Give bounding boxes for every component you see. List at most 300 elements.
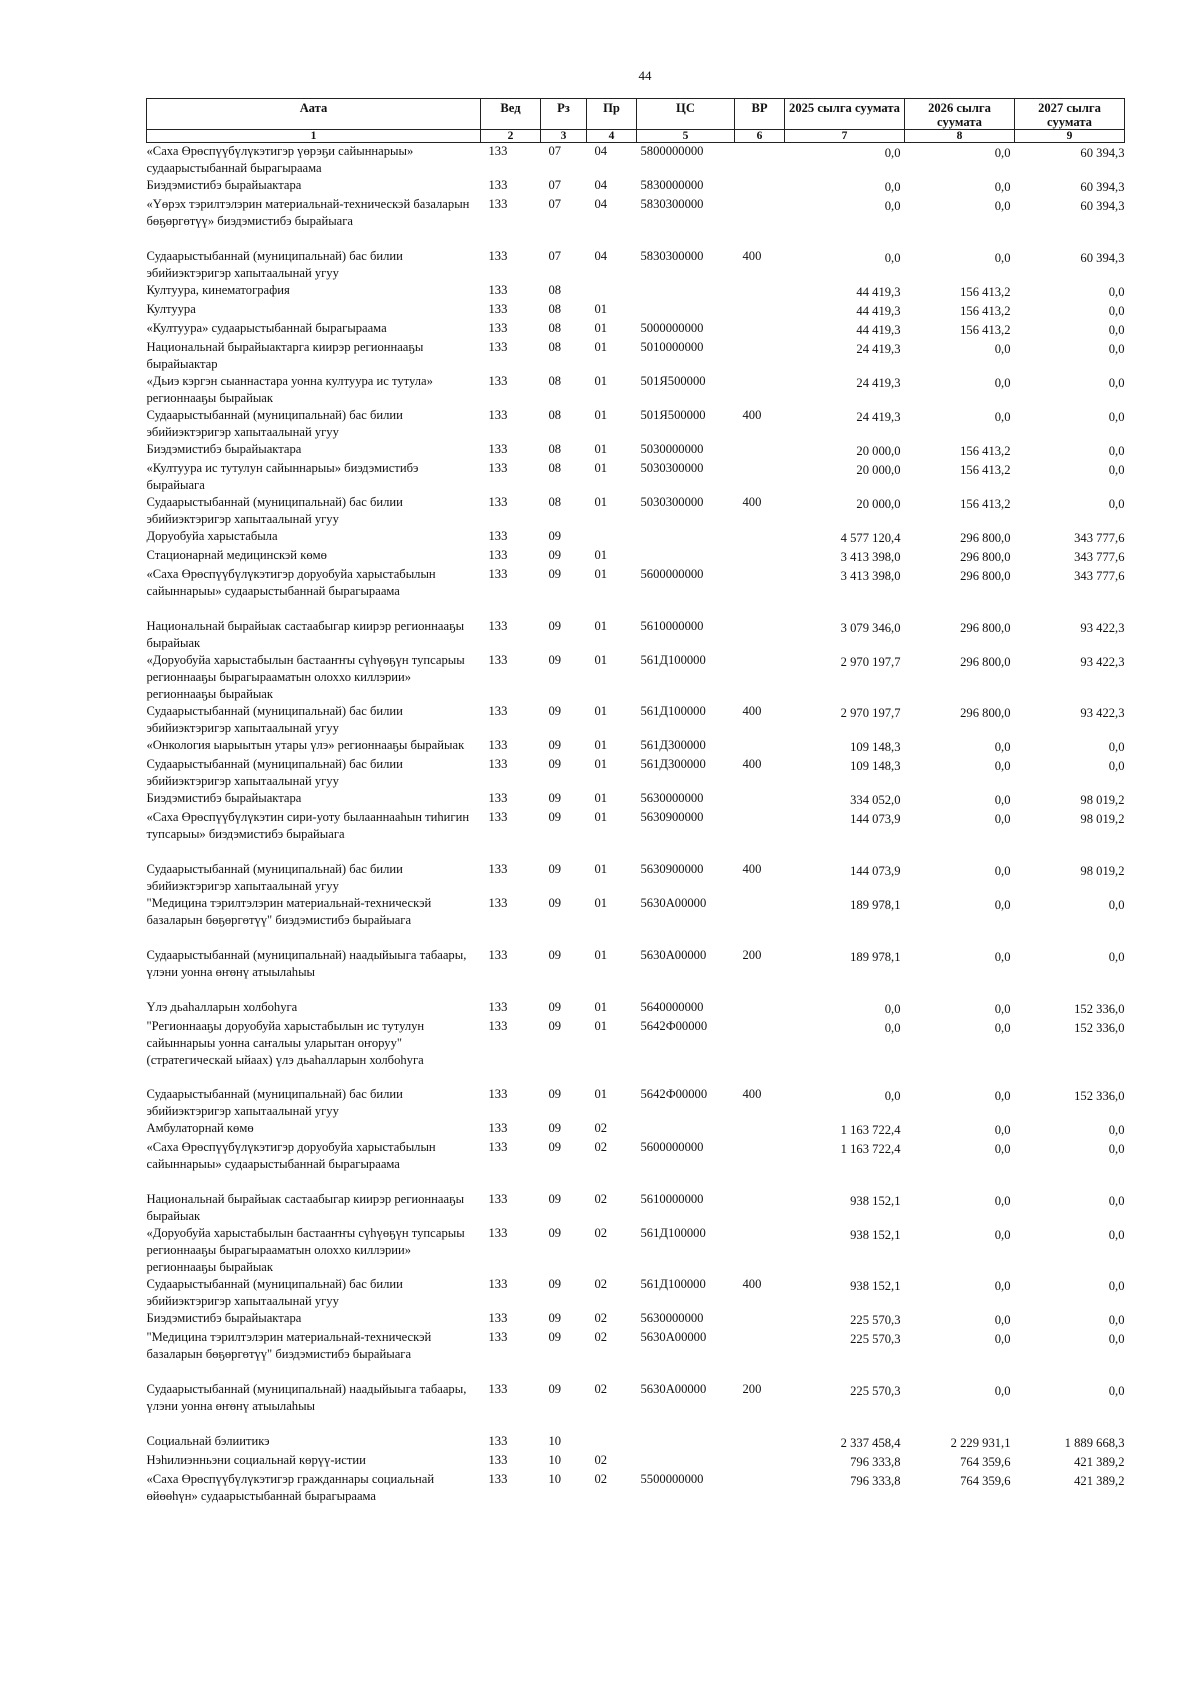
cell-cs <box>637 1452 735 1471</box>
table-row <box>147 999 1125 1018</box>
cell-ved: 133 <box>488 1382 508 1396</box>
column-number: 4 <box>587 130 637 143</box>
column-number: 1 <box>147 130 481 143</box>
cell-2026: 296 800,0 <box>960 531 1011 545</box>
cell-name: «Саха Өрөспүүбүлүкэтигэр доруобуйа харыстабылын сайыннарыы» судаарыстыбаннай бырагыраама <box>146 567 436 598</box>
cell-rz: 09 <box>548 567 562 581</box>
cell-pr: 01 <box>594 704 608 718</box>
cell-ved: 133 <box>488 757 508 771</box>
cell-vr <box>735 441 785 460</box>
column-number: 3 <box>541 130 587 143</box>
cell-2026: 0,0 <box>994 812 1011 826</box>
table-row <box>147 1086 1125 1120</box>
cell-vr <box>735 1139 785 1191</box>
cell-pr: 01 <box>594 862 608 876</box>
table-row <box>147 373 1125 407</box>
cell-2026: 296 800,0 <box>960 569 1011 583</box>
cell-pr: 01 <box>594 791 608 805</box>
cell-2025: 0,0 <box>884 1002 901 1016</box>
cell-cs: 5630А00000 <box>640 1382 707 1396</box>
cell-2027: 0,0 <box>1108 1194 1125 1208</box>
cell-2026: 0,0 <box>994 1142 1011 1156</box>
cell-2027: 0,0 <box>1108 1142 1125 1156</box>
table-row <box>147 547 1125 566</box>
cell-pr: 02 <box>594 1453 608 1467</box>
header-2026: 2026 сылга суумата <box>905 99 1015 130</box>
cell-name: "Регионнааҕы доруобуйа харыстабылын ис тутулун сайыннарыы уонна саҥалыы уларытан оҥоруу" (стратегическай ыйаах) үлэ дьаһалларын холбоһуга <box>146 1019 425 1067</box>
cell-2027: 0,0 <box>1108 376 1125 390</box>
cell-cs: 501Я500000 <box>640 374 706 388</box>
column-number: 6 <box>735 130 785 143</box>
cell-name: «Дьиэ кэргэн сыаннастара уонна култуура ис тутула» регионнааҕы бырайыак <box>146 374 433 405</box>
cell-cs: 5000000000 <box>640 321 704 335</box>
cell-2025: 796 333,8 <box>850 1455 901 1469</box>
cell-rz: 08 <box>548 302 562 316</box>
cell-pr: 01 <box>594 567 608 581</box>
cell-vr: 400 <box>742 704 762 718</box>
cell-cs: 561Д100000 <box>640 1277 706 1291</box>
cell-name: Биэдэмистибэ бырайыактара <box>146 442 302 456</box>
header-rz: Рз <box>541 99 587 130</box>
cell-ved: 133 <box>488 321 508 335</box>
cell-2025: 4 577 120,4 <box>840 531 901 545</box>
cell-cs: 5830300000 <box>640 249 704 263</box>
cell-2026: 0,0 <box>994 199 1011 213</box>
table-row <box>147 441 1125 460</box>
cell-2027: 0,0 <box>1108 1384 1125 1398</box>
cell-ved: 133 <box>488 1434 508 1448</box>
cell-2027: 0,0 <box>1108 497 1125 511</box>
cell-2025: 109 148,3 <box>850 740 901 754</box>
table-row <box>147 618 1125 652</box>
cell-2027: 0,0 <box>1108 759 1125 773</box>
cell-2025: 225 570,3 <box>850 1332 901 1346</box>
budget-table <box>146 98 1125 1505</box>
cell-rz: 08 <box>548 374 562 388</box>
cell-pr: 02 <box>594 1382 608 1396</box>
cell-pr: 02 <box>594 1140 608 1154</box>
cell-cs: 5630А00000 <box>640 948 707 962</box>
table-row <box>147 339 1125 373</box>
cell-2026: 0,0 <box>994 1002 1011 1016</box>
table-row <box>147 460 1125 494</box>
table-row <box>147 1225 1125 1276</box>
cell-2027: 0,0 <box>1108 950 1125 964</box>
cell-ved: 133 <box>488 249 508 263</box>
cell-2025: 2 970 197,7 <box>840 706 901 720</box>
cell-cs: 5630900000 <box>640 862 704 876</box>
cell-rz: 09 <box>548 1277 562 1291</box>
table-row <box>147 301 1125 320</box>
cell-2026: 0,0 <box>994 1021 1011 1035</box>
cell-2026: 0,0 <box>994 1123 1011 1137</box>
cell-2025: 796 333,8 <box>850 1474 901 1488</box>
cell-name: «Саха Өрөспүүбүлүкэтигэр доруобуйа харыстабылын сайыннарыы» судаарыстыбаннай бырагыраама <box>146 1140 436 1171</box>
cell-2026: 0,0 <box>994 180 1011 194</box>
cell-rz: 09 <box>548 1382 562 1396</box>
column-number: 8 <box>905 130 1015 143</box>
cell-pr: 01 <box>594 1000 608 1014</box>
cell-2027: 0,0 <box>1108 323 1125 337</box>
cell-vr <box>735 1329 785 1381</box>
cell-pr <box>587 1433 637 1452</box>
cell-name: "Медицина тэрилтэлэрин материальнай-техническэй базаларын бөҕөргөтүү" биэдэмистибэ бырайыага <box>146 1330 432 1361</box>
header-name: Аата <box>147 99 481 130</box>
cell-vr: 400 <box>742 862 762 876</box>
cell-name: Судаарыстыбаннай (муниципальнай) наадыйыыга табаары, үлэни уонна өҥөнү атыылаһыы <box>146 1382 467 1413</box>
cell-rz: 07 <box>548 249 562 263</box>
cell-ved: 133 <box>488 442 508 456</box>
cell-vr: 200 <box>742 948 762 962</box>
cell-vr <box>735 652 785 703</box>
cell-rz: 10 <box>548 1472 562 1486</box>
cell-2026: 0,0 <box>994 146 1011 160</box>
cell-ved: 133 <box>488 1121 508 1135</box>
cell-pr: 02 <box>594 1311 608 1325</box>
cell-vr <box>735 1191 785 1225</box>
cell-2027: 60 394,3 <box>1080 180 1125 194</box>
cell-pr <box>587 528 637 547</box>
cell-2025: 0,0 <box>884 180 901 194</box>
cell-rz: 09 <box>548 896 562 910</box>
cell-vr: 400 <box>742 408 762 422</box>
cell-pr: 02 <box>594 1472 608 1486</box>
cell-rz: 07 <box>548 178 562 192</box>
cell-cs: 5030300000 <box>640 495 704 509</box>
cell-2027: 60 394,3 <box>1080 251 1125 265</box>
cell-ved: 133 <box>488 948 508 962</box>
cell-2027: 60 394,3 <box>1080 146 1125 160</box>
cell-2026: 0,0 <box>994 1089 1011 1103</box>
cell-ved: 133 <box>488 1019 508 1033</box>
cell-ved: 133 <box>488 1087 508 1101</box>
cell-rz: 09 <box>548 1087 562 1101</box>
cell-vr <box>735 528 785 547</box>
cell-ved: 133 <box>488 374 508 388</box>
cell-2025: 44 419,3 <box>856 323 901 337</box>
cell-name: «Култуура» судаарыстыбаннай бырагыраама <box>146 321 387 335</box>
cell-2027: 152 336,0 <box>1074 1002 1125 1016</box>
cell-2027: 0,0 <box>1108 285 1125 299</box>
cell-rz: 09 <box>548 704 562 718</box>
cell-vr: 400 <box>742 1087 762 1101</box>
cell-vr <box>735 177 785 196</box>
cell-pr: 04 <box>594 144 608 158</box>
cell-ved: 133 <box>488 1192 508 1206</box>
table-row <box>147 652 1125 703</box>
cell-pr: 01 <box>594 619 608 633</box>
cell-name: Социальнай бэлиитикэ <box>146 1434 270 1448</box>
cell-name: Судаарыстыбаннай (муниципальнай) бас билии эбийиэктэригэр хапытаалынай угуу <box>146 495 403 526</box>
cell-2025: 938 152,1 <box>850 1194 901 1208</box>
cell-2026: 0,0 <box>994 793 1011 807</box>
cell-name: Биэдэмистибэ бырайыактара <box>146 1311 302 1325</box>
cell-rz: 09 <box>548 1192 562 1206</box>
cell-cs: 5610000000 <box>640 619 704 633</box>
cell-ved: 133 <box>488 178 508 192</box>
cell-name: Судаарыстыбаннай (муниципальнай) бас билии эбийиэктэригэр хапытаалынай угуу <box>146 757 403 788</box>
column-number: 2 <box>481 130 541 143</box>
table-row <box>147 1018 1125 1086</box>
cell-2025: 0,0 <box>884 1089 901 1103</box>
table-row <box>147 282 1125 301</box>
header-vr: ВР <box>735 99 785 130</box>
cell-ved: 133 <box>488 529 508 543</box>
header-cs: ЦС <box>637 99 735 130</box>
cell-2025: 225 570,3 <box>850 1384 901 1398</box>
cell-2025: 109 148,3 <box>850 759 901 773</box>
cell-name: «Онкология ыарыытын утары үлэ» регионнааҕы бырайыак <box>146 738 465 752</box>
cell-ved: 133 <box>488 810 508 824</box>
cell-pr: 01 <box>594 442 608 456</box>
cell-2025: 20 000,0 <box>856 444 901 458</box>
cell-2027: 0,0 <box>1108 1123 1125 1137</box>
cell-cs <box>637 547 735 566</box>
table-row <box>147 895 1125 947</box>
cell-rz: 09 <box>548 653 562 667</box>
cell-2026: 0,0 <box>994 376 1011 390</box>
cell-name: Доруобуйа харыстабыла <box>146 529 278 543</box>
cell-ved: 133 <box>488 302 508 316</box>
table-row <box>147 1329 1125 1381</box>
cell-pr: 01 <box>594 738 608 752</box>
cell-name: Судаарыстыбаннай (муниципальнай) бас билии эбийиэктэригэр хапытаалынай угуу <box>146 249 403 280</box>
cell-vr <box>735 1310 785 1329</box>
cell-2025: 0,0 <box>884 146 901 160</box>
cell-vr: 400 <box>742 495 762 509</box>
cell-cs: 5830000000 <box>640 178 704 192</box>
cell-2026: 156 413,2 <box>960 497 1011 511</box>
cell-2025: 1 163 722,4 <box>840 1123 901 1137</box>
table-row <box>147 809 1125 861</box>
cell-2026: 2 229 931,1 <box>950 1436 1011 1450</box>
column-number: 9 <box>1015 130 1125 143</box>
cell-ved: 133 <box>488 567 508 581</box>
cell-pr: 01 <box>594 810 608 824</box>
cell-name: "Медицина тэрилтэлэрин материальнай-техническэй базаларын бөҕөргөтүү" биэдэмистибэ бырайыага <box>146 896 432 927</box>
cell-rz: 08 <box>548 340 562 354</box>
cell-2026: 296 800,0 <box>960 706 1011 720</box>
cell-pr: 02 <box>594 1121 608 1135</box>
cell-pr: 01 <box>594 374 608 388</box>
cell-pr: 01 <box>594 340 608 354</box>
cell-ved: 133 <box>488 340 508 354</box>
cell-cs: 5010000000 <box>640 340 704 354</box>
cell-rz: 09 <box>548 1330 562 1344</box>
cell-ved: 133 <box>488 704 508 718</box>
cell-pr: 02 <box>594 1330 608 1344</box>
cell-cs: 5640000000 <box>640 1000 704 1014</box>
cell-ved: 133 <box>488 1453 508 1467</box>
cell-2025: 189 978,1 <box>850 898 901 912</box>
cell-2027: 98 019,2 <box>1080 864 1125 878</box>
cell-2026: 0,0 <box>994 342 1011 356</box>
cell-name: Национальнай бырайыак састаабыгар киирэр регионнааҕы бырайыак <box>146 619 465 650</box>
cell-cs: 5600000000 <box>640 1140 704 1154</box>
cell-cs: 5630000000 <box>640 1311 704 1325</box>
cell-2026: 0,0 <box>994 1332 1011 1346</box>
cell-ved: 133 <box>488 1000 508 1014</box>
cell-2026: 764 359,6 <box>960 1455 1011 1469</box>
cell-2025: 189 978,1 <box>850 950 901 964</box>
cell-vr <box>735 1452 785 1471</box>
cell-2025: 0,0 <box>884 251 901 265</box>
cell-cs <box>637 1120 735 1139</box>
cell-rz: 08 <box>548 283 562 297</box>
page-number: 44 <box>638 68 652 83</box>
cell-name: «Доруобуйа харыстабылын бастааҥҥы сүһүөҕүн тупсарыы регионнааҕы бырагырааматын олоххо киллэрии» регионнааҕы бырайыак <box>146 1226 465 1274</box>
cell-vr: 400 <box>742 757 762 771</box>
cell-rz: 09 <box>548 1311 562 1325</box>
cell-vr <box>735 547 785 566</box>
cell-vr <box>735 1018 785 1086</box>
cell-name: Судаарыстыбаннай (муниципальнай) наадыйыыга табаары, үлэни уонна өҥөнү атыылаһыы <box>146 948 467 979</box>
cell-rz: 09 <box>548 1019 562 1033</box>
cell-rz: 09 <box>548 810 562 824</box>
cell-2027: 0,0 <box>1108 1228 1125 1242</box>
table-row <box>147 737 1125 756</box>
cell-name: Стационарнай медицинскэй көмө <box>146 548 327 562</box>
cell-ved: 133 <box>488 1311 508 1325</box>
cell-2026: 0,0 <box>994 1313 1011 1327</box>
table-row <box>147 320 1125 339</box>
table-row <box>147 1139 1125 1191</box>
cell-pr: 01 <box>594 321 608 335</box>
cell-name: Үлэ дьаһалларын холбоһуга <box>146 1000 298 1014</box>
cell-2026: 296 800,0 <box>960 655 1011 669</box>
table-row <box>147 1120 1125 1139</box>
cell-2027: 343 777,6 <box>1074 531 1125 545</box>
cell-2027: 98 019,2 <box>1080 812 1125 826</box>
cell-2026: 0,0 <box>994 1228 1011 1242</box>
cell-2027: 0,0 <box>1108 898 1125 912</box>
cell-pr: 01 <box>594 461 608 475</box>
cell-2027: 0,0 <box>1108 740 1125 754</box>
cell-vr <box>735 737 785 756</box>
header-pr: Пр <box>587 99 637 130</box>
cell-vr <box>735 196 785 248</box>
cell-rz: 09 <box>548 862 562 876</box>
cell-2027: 0,0 <box>1108 1332 1125 1346</box>
header-ved: Вед <box>481 99 541 130</box>
cell-vr <box>735 1225 785 1276</box>
cell-2026: 156 413,2 <box>960 463 1011 477</box>
table-row <box>147 528 1125 547</box>
cell-2027: 0,0 <box>1108 1279 1125 1293</box>
cell-cs: 5030000000 <box>640 442 704 456</box>
cell-pr: 04 <box>594 249 608 263</box>
cell-cs <box>637 528 735 547</box>
cell-2026: 0,0 <box>994 759 1011 773</box>
cell-name: Биэдэмистибэ бырайыактара <box>146 791 302 805</box>
cell-2026: 0,0 <box>994 1279 1011 1293</box>
header-2027: 2027 сылга суумата <box>1015 99 1125 130</box>
cell-2026: 0,0 <box>994 1384 1011 1398</box>
cell-rz: 09 <box>548 757 562 771</box>
cell-cs <box>637 301 735 320</box>
cell-2025: 3 079 346,0 <box>840 621 901 635</box>
cell-vr: 400 <box>742 249 762 263</box>
cell-rz: 08 <box>548 321 562 335</box>
cell-2025: 3 413 398,0 <box>840 569 901 583</box>
cell-pr: 01 <box>594 548 608 562</box>
cell-rz: 09 <box>548 948 562 962</box>
cell-2027: 93 422,3 <box>1080 655 1125 669</box>
cell-pr: 01 <box>594 302 608 316</box>
cell-cs: 5030300000 <box>640 461 704 475</box>
cell-rz: 10 <box>548 1453 562 1467</box>
cell-cs: 5500000000 <box>640 1472 704 1486</box>
cell-name: Судаарыстыбаннай (муниципальнай) бас билии эбийиэктэригэр хапытаалынай угуу <box>146 408 403 439</box>
cell-name: «Саха Өрөспүүбүлүкэтигэр гражданнары социальнай өйөөһүн» судаарыстыбаннай бырагыраама <box>146 1472 435 1503</box>
cell-cs: 5630000000 <box>640 791 704 805</box>
cell-2026: 156 413,2 <box>960 285 1011 299</box>
cell-2025: 2 970 197,7 <box>840 655 901 669</box>
cell-rz: 08 <box>548 495 562 509</box>
cell-pr: 02 <box>594 1226 608 1240</box>
cell-cs: 5642Ф00000 <box>640 1019 708 1033</box>
cell-2027: 0,0 <box>1108 304 1125 318</box>
cell-cs: 5800000000 <box>640 144 704 158</box>
cell-2026: 156 413,2 <box>960 323 1011 337</box>
cell-2025: 1 163 722,4 <box>840 1142 901 1156</box>
cell-name: Биэдэмистибэ бырайыактара <box>146 178 302 192</box>
cell-rz: 09 <box>548 1121 562 1135</box>
table-row <box>147 407 1125 441</box>
cell-2027: 343 777,6 <box>1074 569 1125 583</box>
cell-cs: 561Д100000 <box>640 653 706 667</box>
cell-name: «Култуура ис тутулун сайыннарыы» биэдэмистибэ бырайыага <box>146 461 419 492</box>
cell-cs: 5630900000 <box>640 810 704 824</box>
cell-ved: 133 <box>488 896 508 910</box>
cell-pr: 01 <box>594 653 608 667</box>
cell-rz: 08 <box>548 461 562 475</box>
cell-2025: 24 419,3 <box>856 342 901 356</box>
cell-rz: 09 <box>548 619 562 633</box>
cell-rz: 08 <box>548 408 562 422</box>
cell-2027: 421 389,2 <box>1074 1474 1125 1488</box>
cell-cs: 501Я500000 <box>640 408 706 422</box>
cell-cs <box>637 1433 735 1452</box>
cell-ved: 133 <box>488 1140 508 1154</box>
cell-vr <box>735 809 785 861</box>
cell-2025: 3 413 398,0 <box>840 550 901 564</box>
table-row <box>147 703 1125 737</box>
cell-name: Култуура, кинематография <box>146 283 290 297</box>
cell-cs <box>637 282 735 301</box>
cell-vr <box>735 790 785 809</box>
cell-name: «Үөрэх тэрилтэлэрин материальнай-техническэй базаларын бөҕөргөтүү» биэдэмистибэ бырайыага <box>146 197 470 228</box>
cell-2027: 343 777,6 <box>1074 550 1125 564</box>
cell-2027: 0,0 <box>1108 463 1125 477</box>
cell-2025: 938 152,1 <box>850 1279 901 1293</box>
cell-vr <box>735 895 785 947</box>
cell-pr: 04 <box>594 197 608 211</box>
table-row <box>147 1276 1125 1310</box>
cell-ved: 133 <box>488 653 508 667</box>
cell-rz: 07 <box>548 197 562 211</box>
cell-2025: 2 337 458,4 <box>840 1436 901 1450</box>
cell-2027: 60 394,3 <box>1080 199 1125 213</box>
table-row <box>147 1381 1125 1433</box>
cell-2025: 334 052,0 <box>850 793 901 807</box>
table-row <box>147 861 1125 895</box>
cell-rz: 09 <box>548 529 562 543</box>
cell-2027: 93 422,3 <box>1080 706 1125 720</box>
cell-rz: 09 <box>548 1140 562 1154</box>
cell-vr <box>735 999 785 1018</box>
cell-ved: 133 <box>488 1330 508 1344</box>
